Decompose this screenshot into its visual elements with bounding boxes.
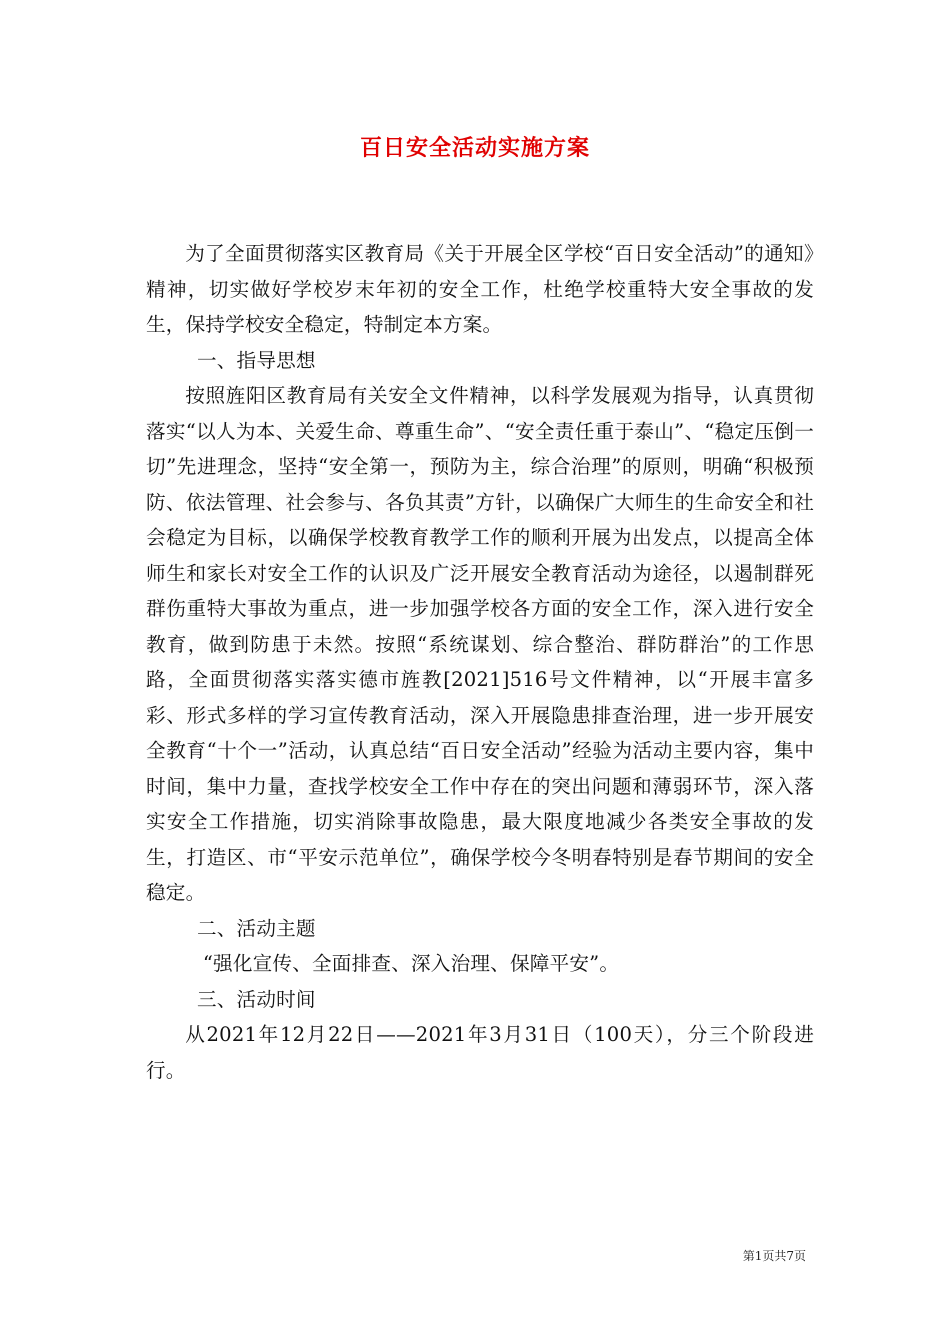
activity-time-paragraph: 从2021年12月22日——2021年3月31日（100天），分三个阶段进行。 [146, 1023, 814, 1082]
activity-theme-paragraph: “强化宣传、全面排查、深入治理、保障平安”。 [202, 952, 620, 975]
document-title: 百日安全活动实施方案 [359, 135, 590, 161]
intro-paragraph: 为了全面贯彻落实区教育局《关于开展全区学校“百日安全活动”的通知》精神，切实做好学校岁末年初的安全工作，杜绝学校重特大安全事故的发生，保持学校安全稳定，特制定本方案。 [146, 242, 814, 336]
section-heading-guiding-ideology: 一、指导思想 [196, 348, 316, 372]
guiding-ideology-paragraph: 按照旌阳区教育局有关安全文件精神，以科学发展观为指导，认真贯彻落实“以人为本、关爱生命、尊重生命”、“安全责任重于泰山”、“稳定压倒一切”先进理念，坚持“安全第一，预防为主，综合治理”的原则，明确“积极预防、依法管理、社会参与、各负其责”方针，以确保广大师生的生命安全和社会稳定为目标，以确保学校教育教学工作的顺利开展为出发点，以提高全体师生和家长对安全工作的认识及广泛开展安全教育活动为途径，以遏制群死群伤重特大事故为重点，进一步加强学校各方面的安全工作，深入进行安全教育，做到防患于未然。按照“系统谋划、综合整治、群防群治”的工作思路，全面贯彻落实落实德市旌教[2021]516号文件精神，以“开展丰富多彩、形式多样的学习宣传教育活动，深入开展隐患排查治理，进一步开展安全教育“十个一”活动，认真总结“百日安全活动”经验为活动主要内容，集中时间，集中力量，查找学校安全工作中存在的突出问题和薄弱环节，深入落实安全工作措施，切实消除事故隐患，最大限度地减少各类安全事故的发生，打造区、市“平安示范单位”，确保学校今冬明春特别是春节期间的安全稳定。 [146, 384, 814, 904]
section-heading-activity-theme: 二、活动主题 [196, 916, 316, 940]
section-heading-activity-time: 三、活动时间 [196, 987, 316, 1011]
document-body [146, 236, 814, 1088]
page-number: 第1页共7页 [742, 1249, 806, 1263]
